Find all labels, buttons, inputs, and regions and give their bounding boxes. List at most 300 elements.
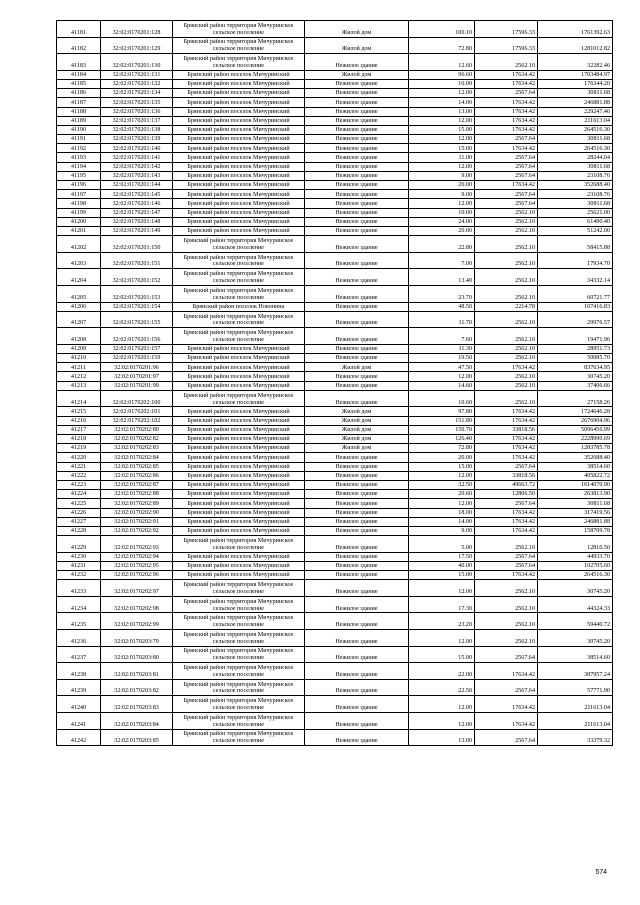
unit-cost-cell: 17596.33 (475, 37, 538, 54)
object-type-cell: Нежилое здание (305, 571, 409, 580)
cadastral-number-cell: 32:02:0170201:153 (101, 285, 173, 302)
cadastral-number-cell: 32:02:0170201:132 (101, 79, 173, 88)
area-cell: 12.00 (409, 499, 475, 508)
cadastral-number-cell: 32:02:0170203:83 (101, 696, 173, 713)
cadastral-value-cell: 34332.14 (538, 269, 613, 286)
unit-cost-cell: 2567.64 (475, 171, 538, 180)
record-number-cell: 41201 (57, 226, 101, 235)
cadastral-number-cell: 32:02:0170202:80 (101, 425, 173, 434)
cadastral-number-cell: 32:02:0170202:86 (101, 471, 173, 480)
object-type-cell: Нежилое здание (305, 729, 409, 746)
area-cell: 15.00 (409, 462, 475, 471)
table-row (57, 536, 613, 553)
table-row (57, 596, 613, 613)
cadastral-value-cell: 37406.66 (538, 381, 613, 390)
cadastral-value-cell: 33379.32 (538, 729, 613, 746)
cadastral-number-cell: 32:02:0170202:94 (101, 552, 173, 561)
record-number-cell: 41207 (57, 311, 101, 328)
cadastral-value-cell: 44933.70 (538, 552, 613, 561)
object-type-cell: Нежилое здание (305, 144, 409, 153)
area-cell: 12.00 (409, 712, 475, 729)
address-cell: Брянский район территория Мичуринское сельское поселение (173, 285, 305, 302)
cadastral-number-cell: 32:02:0170202:93 (101, 536, 173, 553)
address-cell: Брянский район поселок Мичуринский (173, 462, 305, 471)
address-cell: Брянский район территория Мичуринское сельское поселение (173, 729, 305, 746)
record-number-cell: 41192 (57, 144, 101, 153)
cadastral-value-cell: 60721.77 (538, 285, 613, 302)
cadastral-number-cell: 32:02:0170201:156 (101, 328, 173, 345)
area-cell: 9.00 (409, 190, 475, 199)
object-type-cell: Нежилое здание (305, 199, 409, 208)
area-cell: 151.80 (409, 416, 475, 425)
record-number-cell: 41229 (57, 536, 101, 553)
unit-cost-cell: 2562.10 (475, 217, 538, 226)
unit-cost-cell: 17634.42 (475, 79, 538, 88)
cadastral-value-cell: 352688.40 (538, 181, 613, 190)
object-type-cell: Нежилое здание (305, 125, 409, 134)
table-row (57, 302, 613, 311)
unit-cost-cell: 17634.42 (475, 125, 538, 134)
object-type-cell: Нежилое здание (305, 561, 409, 570)
area-cell: 100.10 (409, 21, 475, 38)
area-cell: 126.40 (409, 435, 475, 444)
table-row (57, 372, 613, 381)
object-type-cell: Нежилое здание (305, 171, 409, 180)
record-number-cell: 41215 (57, 407, 101, 416)
address-cell: Брянский район поселок Мичуринский (173, 181, 305, 190)
unit-cost-cell: 2567.64 (475, 499, 538, 508)
table-row (57, 363, 613, 372)
object-type-cell: Нежилое здание (305, 236, 409, 253)
area-cell: 15.00 (409, 144, 475, 153)
address-cell: Брянский район поселок Мичуринский (173, 107, 305, 116)
address-cell: Брянский район поселок Мичуринский (173, 381, 305, 390)
unit-cost-cell: 17634.42 (475, 508, 538, 517)
record-number-cell: 41220 (57, 453, 101, 462)
area-cell: 24.00 (409, 217, 475, 226)
object-type-cell: Нежилое здание (305, 526, 409, 535)
address-cell: Брянский район поселок Мичуринский (173, 171, 305, 180)
area-cell: 40.00 (409, 561, 475, 570)
address-cell: Брянский район поселок Мичуринский (173, 425, 305, 434)
unit-cost-cell: 17634.42 (475, 571, 538, 580)
record-number-cell: 41209 (57, 344, 101, 353)
record-number-cell: 41199 (57, 208, 101, 217)
address-cell: Брянский район поселок Мичуринский (173, 552, 305, 561)
record-number-cell: 41237 (57, 646, 101, 663)
address-cell: Брянский район поселок Мичуринский (173, 344, 305, 353)
registry-rows (57, 21, 613, 746)
unit-cost-cell: 2562.10 (475, 354, 538, 363)
table-row (57, 79, 613, 88)
cadastral-value-cell: 5096456.99 (538, 425, 613, 434)
object-type-cell: Нежилое здание (305, 153, 409, 162)
record-number-cell: 41226 (57, 508, 101, 517)
cadastral-value-cell: 57771.90 (538, 679, 613, 696)
unit-cost-cell: 2562.10 (475, 580, 538, 597)
cadastral-number-cell: 32:02:0170201:143 (101, 171, 173, 180)
area-cell: 47.50 (409, 363, 475, 372)
table-row (57, 490, 613, 499)
unit-cost-cell: 2562.10 (475, 630, 538, 647)
record-number-cell: 41240 (57, 696, 101, 713)
object-type-cell: Нежилое здание (305, 190, 409, 199)
unit-cost-cell: 17634.42 (475, 453, 538, 462)
record-number-cell: 41204 (57, 269, 101, 286)
area-cell: 13.00 (409, 107, 475, 116)
area-cell: 20.00 (409, 181, 475, 190)
table-row (57, 37, 613, 54)
cadastral-value-cell: 30811.68 (538, 135, 613, 144)
cadastral-number-cell: 32:02:0170202:82 (101, 435, 173, 444)
area-cell: 14.60 (409, 381, 475, 390)
address-cell: Брянский район территория Мичуринское сельское поселение (173, 269, 305, 286)
record-number-cell: 41221 (57, 462, 101, 471)
cadastral-number-cell: 32:02:0170202:102 (101, 416, 173, 425)
address-cell: Брянский район поселок Мичуринский (173, 499, 305, 508)
record-number-cell: 41216 (57, 416, 101, 425)
area-cell: 10.60 (409, 390, 475, 407)
object-type-cell: Нежилое здание (305, 462, 409, 471)
area-cell: 18.00 (409, 508, 475, 517)
cadastral-number-cell: 32:02:0170201:151 (101, 252, 173, 269)
table-row (57, 390, 613, 407)
cadastral-number-cell: 32:02:0170201:142 (101, 162, 173, 171)
area-cell: 150.70 (409, 425, 475, 434)
record-number-cell: 41236 (57, 630, 101, 647)
record-number-cell: 41191 (57, 135, 101, 144)
object-type-cell: Нежилое здание (305, 712, 409, 729)
table-row (57, 311, 613, 328)
cadastral-value-cell: 23108.76 (538, 190, 613, 199)
area-cell: 15.00 (409, 646, 475, 663)
unit-cost-cell: 2562.10 (475, 536, 538, 553)
record-number-cell: 41185 (57, 79, 101, 88)
address-cell: Брянский район поселок Мичуринский (173, 354, 305, 363)
object-type-cell: Жилой дом (305, 37, 409, 54)
cadastral-value-cell: 211613.04 (538, 116, 613, 125)
cadastral-value-cell: 211613.04 (538, 696, 613, 713)
cadastral-value-cell: 17934.70 (538, 252, 613, 269)
area-cell: 15.00 (409, 125, 475, 134)
address-cell: Брянский район территория Мичуринское сельское поселение (173, 236, 305, 253)
cadastral-value-cell: 107416.83 (538, 302, 613, 311)
cadastral-value-cell: 30811.68 (538, 199, 613, 208)
record-number-cell: 41218 (57, 435, 101, 444)
object-type-cell: Жилой дом (305, 363, 409, 372)
table-row (57, 285, 613, 302)
cadastral-value-cell: 387957.24 (538, 663, 613, 680)
record-number-cell: 41193 (57, 153, 101, 162)
unit-cost-cell: 2214.78 (475, 302, 538, 311)
address-cell: Брянский район территория Мичуринское сельское поселение (173, 328, 305, 345)
record-number-cell: 41181 (57, 21, 101, 38)
table-row (57, 226, 613, 235)
unit-cost-cell: 17634.42 (475, 144, 538, 153)
record-number-cell: 41214 (57, 390, 101, 407)
table-row (57, 171, 613, 180)
cadastral-value-cell: 158709.78 (538, 526, 613, 535)
table-row (57, 679, 613, 696)
record-number-cell: 41198 (57, 199, 101, 208)
cadastral-value-cell: 28951.73 (538, 344, 613, 353)
object-type-cell: Жилой дом (305, 416, 409, 425)
record-number-cell: 41230 (57, 552, 101, 561)
address-cell: Брянский район территория Мичуринское сельское поселение (173, 252, 305, 269)
cadastral-number-cell: 32:02:0170203:85 (101, 729, 173, 746)
address-cell: Брянский район поселок Мичуринский (173, 79, 305, 88)
object-type-cell: Нежилое здание (305, 390, 409, 407)
area-cell: 32.50 (409, 480, 475, 489)
table-row (57, 561, 613, 570)
object-type-cell: Нежилое здание (305, 471, 409, 480)
cadastral-value-cell: 19471.96 (538, 328, 613, 345)
cadastral-number-cell: 32:02:0170201:96 (101, 363, 173, 372)
unit-cost-cell: 2562.10 (475, 311, 538, 328)
record-number-cell: 41232 (57, 571, 101, 580)
table-row (57, 153, 613, 162)
area-cell: 72.80 (409, 37, 475, 54)
cadastral-value-cell: 28244.04 (538, 153, 613, 162)
area-cell: 12.00 (409, 696, 475, 713)
table-row (57, 162, 613, 171)
record-number-cell: 41211 (57, 363, 101, 372)
address-cell: Брянский район поселок Мичуринский (173, 363, 305, 372)
record-number-cell: 41208 (57, 328, 101, 345)
area-cell: 10.00 (409, 208, 475, 217)
unit-cost-cell: 17634.42 (475, 444, 538, 453)
record-number-cell: 41189 (57, 116, 101, 125)
table-row (57, 552, 613, 561)
cadastral-value-cell: 264516.30 (538, 571, 613, 580)
area-cell: 12.00 (409, 471, 475, 480)
address-cell: Брянский район поселок Мичуринский (173, 208, 305, 217)
table-row (57, 125, 613, 134)
cadastral-value-cell: 30811.68 (538, 499, 613, 508)
table-row (57, 416, 613, 425)
table-row (57, 199, 613, 208)
table-row (57, 462, 613, 471)
object-type-cell: Нежилое здание (305, 98, 409, 107)
unit-cost-cell: 17634.42 (475, 416, 538, 425)
unit-cost-cell: 17634.42 (475, 517, 538, 526)
cadastral-value-cell: 32282.46 (538, 54, 613, 71)
area-cell: 12.00 (409, 630, 475, 647)
address-cell: Брянский район поселок Мичуринский (173, 135, 305, 144)
address-cell: Брянский район поселок Новонина (173, 302, 305, 311)
cadastral-value-cell: 12810.50 (538, 536, 613, 553)
area-cell: 14.00 (409, 98, 475, 107)
object-type-cell: Нежилое здание (305, 116, 409, 125)
table-row (57, 453, 613, 462)
address-cell: Брянский район поселок Мичуринский (173, 416, 305, 425)
cadastral-number-cell: 32:02:0170201:150 (101, 236, 173, 253)
record-number-cell: 41242 (57, 729, 101, 746)
unit-cost-cell: 2562.10 (475, 328, 538, 345)
unit-cost-cell: 2567.64 (475, 199, 538, 208)
cadastral-number-cell: 32:02:0170201:136 (101, 107, 173, 116)
property-registry-table (56, 20, 613, 746)
area-cell: 15.00 (409, 571, 475, 580)
cadastral-value-cell: 27158.26 (538, 390, 613, 407)
object-type-cell: Нежилое здание (305, 613, 409, 630)
object-type-cell: Нежилое здание (305, 508, 409, 517)
area-cell: 20.00 (409, 453, 475, 462)
cadastral-number-cell: 32:02:0170203:79 (101, 630, 173, 647)
cadastral-number-cell: 32:02:0170201:146 (101, 199, 173, 208)
cadastral-number-cell: 32:02:0170201:135 (101, 98, 173, 107)
record-number-cell: 41222 (57, 471, 101, 480)
object-type-cell: Нежилое здание (305, 536, 409, 553)
object-type-cell: Нежилое здание (305, 311, 409, 328)
address-cell: Брянский район территория Мичуринское сельское поселение (173, 580, 305, 597)
area-cell: 12.00 (409, 135, 475, 144)
table-row (57, 354, 613, 363)
table-row (57, 729, 613, 746)
cadastral-number-cell: 32:02:0170201:145 (101, 190, 173, 199)
table-row (57, 144, 613, 153)
record-number-cell: 41188 (57, 107, 101, 116)
record-number-cell: 41238 (57, 663, 101, 680)
address-cell: Брянский район территория Мичуринское сельское поселение (173, 37, 305, 54)
object-type-cell: Нежилое здание (305, 208, 409, 217)
unit-cost-cell: 2562.10 (475, 390, 538, 407)
cadastral-number-cell: 32:02:0170201:141 (101, 153, 173, 162)
object-type-cell: Нежилое здание (305, 217, 409, 226)
cadastral-value-cell: 25621.00 (538, 208, 613, 217)
record-number-cell: 41187 (57, 98, 101, 107)
unit-cost-cell: 17634.42 (475, 70, 538, 79)
cadastral-value-cell: 58415.88 (538, 236, 613, 253)
area-cell: 12.00 (409, 199, 475, 208)
cadastral-number-cell: 32:02:0170201:139 (101, 135, 173, 144)
object-type-cell: Нежилое здание (305, 372, 409, 381)
address-cell: Брянский район территория Мичуринское сельское поселение (173, 536, 305, 553)
cadastral-number-cell: 32:02:0170202:83 (101, 444, 173, 453)
record-number-cell: 41224 (57, 490, 101, 499)
object-type-cell: Нежилое здание (305, 679, 409, 696)
object-type-cell: Нежилое здание (305, 580, 409, 597)
cadastral-value-cell: 30745.20 (538, 372, 613, 381)
record-number-cell: 41228 (57, 526, 101, 535)
area-cell: 7.60 (409, 328, 475, 345)
address-cell: Брянский район поселок Мичуринский (173, 190, 305, 199)
table-row (57, 444, 613, 453)
address-cell: Брянский район поселок Мичуринский (173, 526, 305, 535)
cadastral-value-cell: 61490.40 (538, 217, 613, 226)
record-number-cell: 41212 (57, 372, 101, 381)
record-number-cell: 41196 (57, 181, 101, 190)
cadastral-number-cell: 32:02:0170202:99 (101, 613, 173, 630)
unit-cost-cell: 17634.42 (475, 435, 538, 444)
record-number-cell: 41195 (57, 171, 101, 180)
address-cell: Брянский район территория Мичуринское сельское поселение (173, 311, 305, 328)
cadastral-number-cell: 32:02:0170201:152 (101, 269, 173, 286)
address-cell: Брянский район территория Мичуринское сельское поселение (173, 390, 305, 407)
table-row (57, 236, 613, 253)
cadastral-number-cell: 32:02:0170201:147 (101, 208, 173, 217)
cadastral-value-cell: 30745.20 (538, 580, 613, 597)
address-cell: Брянский район поселок Мичуринский (173, 98, 305, 107)
cadastral-value-cell: 837634.95 (538, 363, 613, 372)
table-row (57, 190, 613, 199)
cadastral-number-cell: 32:02:0170201:149 (101, 226, 173, 235)
address-cell: Брянский район поселок Мичуринский (173, 561, 305, 570)
table-row (57, 480, 613, 489)
address-cell: Брянский район территория Мичуринское сельское поселение (173, 596, 305, 613)
cadastral-number-cell: 32:02:0170201:131 (101, 70, 173, 79)
table-row (57, 21, 613, 38)
object-type-cell: Жилой дом (305, 435, 409, 444)
area-cell: 17.50 (409, 552, 475, 561)
table-row (57, 252, 613, 269)
address-cell: Брянский район поселок Мичуринский (173, 508, 305, 517)
cadastral-number-cell: 32:02:0170201:134 (101, 89, 173, 98)
unit-cost-cell: 2567.64 (475, 646, 538, 663)
address-cell: Брянский район территория Мичуринское сельское поселение (173, 712, 305, 729)
area-cell: 23.20 (409, 613, 475, 630)
table-row (57, 381, 613, 390)
unit-cost-cell: 2567.64 (475, 729, 538, 746)
area-cell: 10.00 (409, 79, 475, 88)
unit-cost-cell: 2562.10 (475, 252, 538, 269)
table-row (57, 217, 613, 226)
cadastral-number-cell: 32:02:0170202:100 (101, 390, 173, 407)
table-row (57, 663, 613, 680)
object-type-cell: Нежилое здание (305, 328, 409, 345)
unit-cost-cell: 17634.42 (475, 696, 538, 713)
area-cell: 14.00 (409, 517, 475, 526)
unit-cost-cell: 33818.56 (475, 425, 538, 434)
object-type-cell: Нежилое здание (305, 354, 409, 363)
record-number-cell: 41202 (57, 236, 101, 253)
object-type-cell: Нежилое здание (305, 344, 409, 353)
unit-cost-cell: 2562.10 (475, 226, 538, 235)
unit-cost-cell: 17634.42 (475, 407, 538, 416)
table-row (57, 116, 613, 125)
area-cell: 12.00 (409, 580, 475, 597)
record-number-cell: 41205 (57, 285, 101, 302)
unit-cost-cell: 2562.10 (475, 596, 538, 613)
cadastral-number-cell: 32:02:0170202:98 (101, 596, 173, 613)
area-cell: 13.40 (409, 269, 475, 286)
table-row (57, 407, 613, 416)
table-row (57, 499, 613, 508)
unit-cost-cell: 2567.64 (475, 462, 538, 471)
cadastral-number-cell: 32:02:0170201:128 (101, 21, 173, 38)
unit-cost-cell: 2562.10 (475, 372, 538, 381)
area-cell: 20.60 (409, 490, 475, 499)
table-row (57, 135, 613, 144)
cadastral-value-cell: 38514.60 (538, 462, 613, 471)
object-type-cell: Нежилое здание (305, 54, 409, 71)
cadastral-value-cell: 30745.20 (538, 630, 613, 647)
object-type-cell: Нежилое здание (305, 663, 409, 680)
address-cell: Брянский район поселок Мичуринский (173, 226, 305, 235)
address-cell: Брянский район поселок Мичуринский (173, 144, 305, 153)
record-number-cell: 41197 (57, 190, 101, 199)
object-type-cell: Жилой дом (305, 70, 409, 79)
object-type-cell: Жилой дом (305, 425, 409, 434)
record-number-cell: 41213 (57, 381, 101, 390)
address-cell: Брянский район поселок Мичуринский (173, 372, 305, 381)
object-type-cell: Нежилое здание (305, 490, 409, 499)
object-type-cell: Нежилое здание (305, 107, 409, 116)
table-row (57, 54, 613, 71)
record-number-cell: 41194 (57, 162, 101, 171)
area-cell: 7.00 (409, 252, 475, 269)
record-number-cell: 41231 (57, 561, 101, 570)
